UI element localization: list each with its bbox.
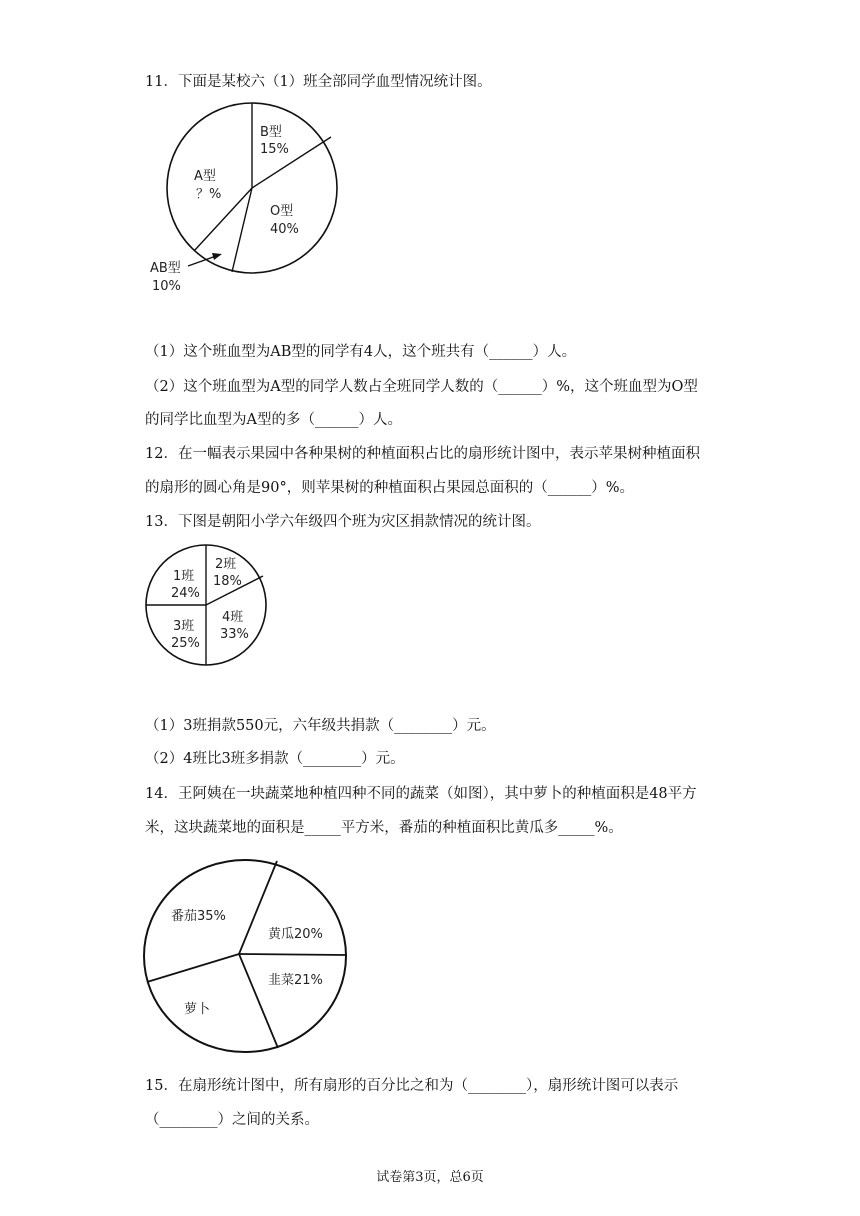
q11-sub2a: （2）这个班血型为A型的同学人数占全班同学人数的（______）%，这个班血型为O型	[145, 379, 698, 395]
q14-pie-circle	[144, 860, 346, 1052]
q11-ab-arrow-head	[212, 253, 222, 260]
q11-divider-bottom	[232, 188, 252, 272]
q13-pie-svg	[145, 543, 275, 668]
q11-b-label: B型	[260, 125, 282, 140]
q11-ab-pct: 10%	[152, 279, 181, 294]
q11-o-pct: 40%	[270, 222, 299, 237]
q14-cucumber-label: 黄瓜20%	[268, 927, 323, 942]
q13-sub1: （1）3班捐款550元，六年级共捐款（________）元。	[145, 718, 496, 734]
q13-c4-pct: 33%	[220, 627, 249, 642]
q13-c4-label: 4班	[222, 610, 244, 625]
q13-c1-label: 1班	[173, 569, 195, 584]
q11-pie-svg	[150, 100, 370, 300]
q13-donation-pie-chart	[145, 543, 275, 668]
q13-c2-label: 2班	[215, 557, 237, 572]
q13-stem: 13．下图是朝阳小学六年级四个班为灾区捐款情况的统计图。	[145, 514, 541, 530]
q14-line2: 米，这块蔬菜地的面积是_____平方米，番茄的种植面积比黄瓜多_____%。	[145, 820, 623, 836]
q14-divider-bottom	[239, 954, 278, 1048]
q13-c3-label: 3班	[173, 619, 195, 634]
q15-line1: 15．在扇形统计图中，所有扇形的百分比之和为（________），扇形统计图可以表示	[145, 1078, 679, 1094]
page-footer: 试卷第3页，总6页	[376, 1170, 484, 1185]
q13-c3-pct: 25%	[171, 636, 200, 651]
q11-sub1: （1）这个班血型为AB型的同学有4人，这个班共有（______）人。	[145, 344, 577, 360]
q11-a-label: A型	[194, 169, 216, 184]
q12-line2: 的扇形的圆心角是90°，则苹果树的种植面积占果园总面积的（______）%。	[145, 480, 634, 496]
q14-vegetable-pie-chart	[142, 858, 357, 1058]
q11-ab-label: AB型	[150, 261, 181, 276]
q13-c2-pct: 18%	[213, 574, 242, 589]
q15-line2: （________）之间的关系。	[145, 1112, 319, 1128]
q13-c1-pct: 24%	[171, 586, 200, 601]
q11-b-pct: 15%	[260, 142, 289, 157]
q14-line1: 14．王阿姨在一块蔬菜地种植四种不同的蔬菜（如图），其中萝卜的种植面积是48平方	[145, 786, 697, 802]
q14-tomato-label: 番茄35%	[171, 909, 226, 924]
q14-radish-label: 萝卜	[184, 1002, 211, 1017]
q14-divider-right	[239, 954, 346, 955]
q11-a-pct: ？%	[196, 187, 222, 202]
q14-divider-left	[147, 954, 239, 982]
q14-leek-label: 韭菜21%	[268, 973, 323, 988]
q11-o-label: O型	[270, 204, 294, 219]
q11-stem: 11．下面是某校六（1）班全部同学血型情况统计图。	[145, 74, 492, 90]
q14-pie-svg	[142, 858, 357, 1058]
q11-sub2b: 的同学比血型为A型的多（______）人。	[145, 412, 402, 428]
q13-sub2: （2）4班比3班多捐款（________）元。	[145, 751, 405, 767]
q11-blood-type-pie-chart	[150, 100, 370, 300]
q12-line1: 12．在一幅表示果园中各种果树的种植面积占比的扇形统计图中，表示苹果树种植面积	[145, 446, 700, 462]
